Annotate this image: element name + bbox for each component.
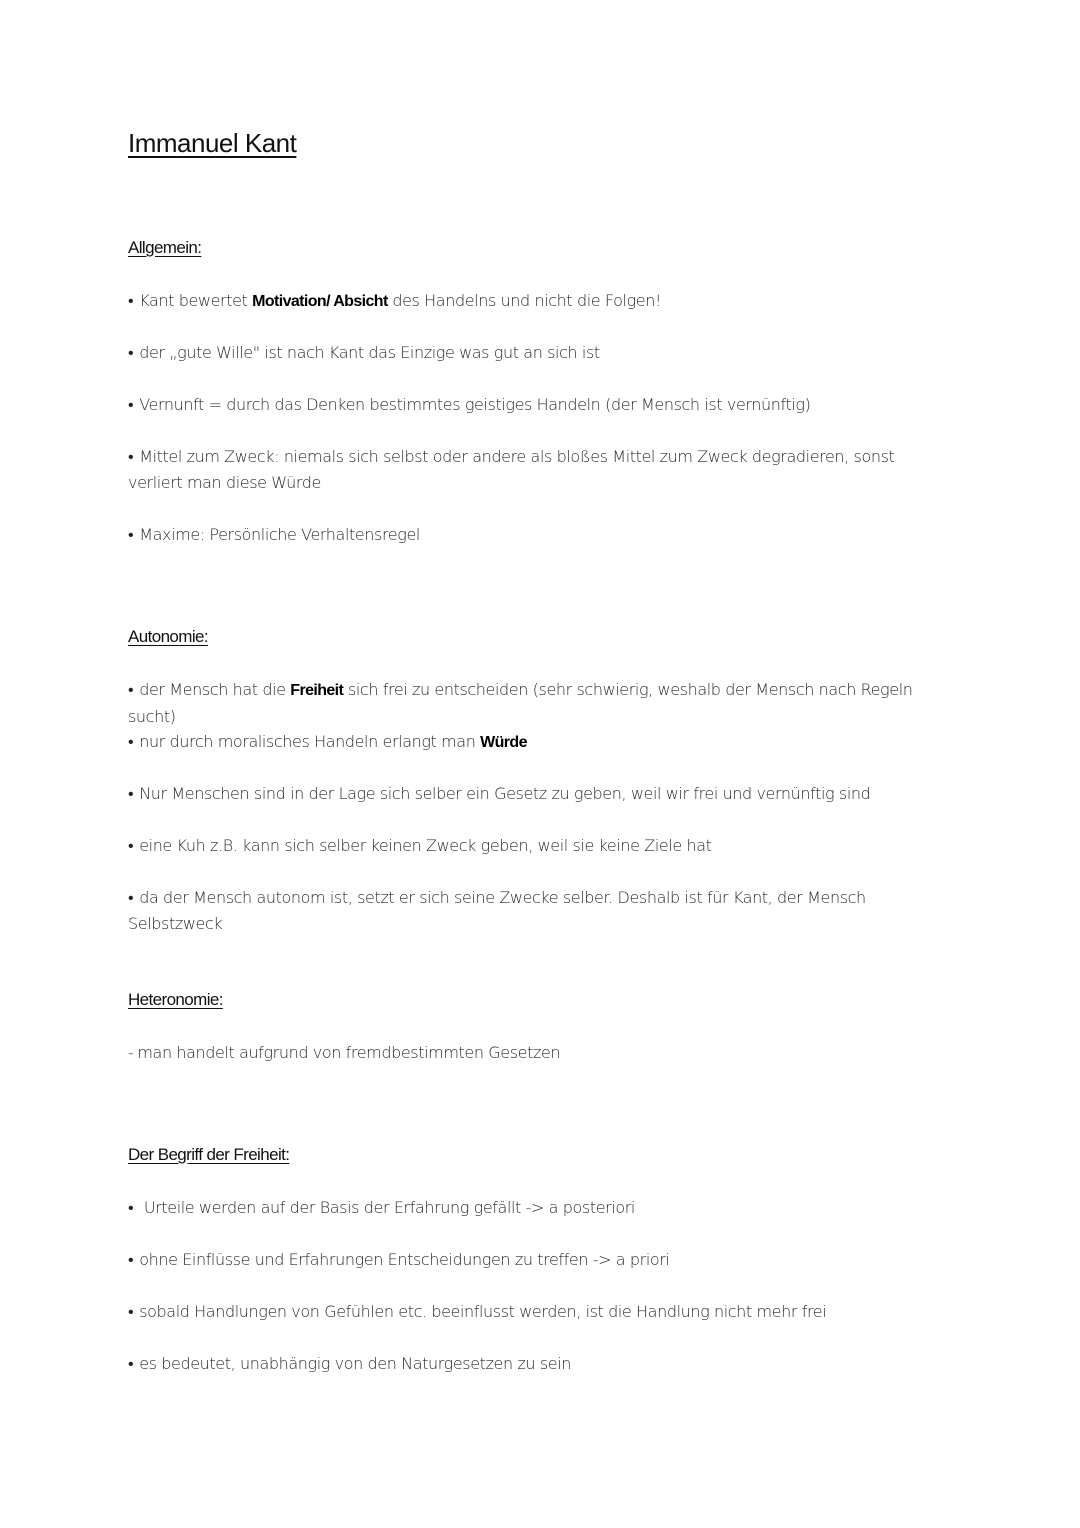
bullet: - [128,1043,134,1062]
bullet: • [128,732,134,751]
freiheit-item-4: • es bedeutet, unabhängig von den Naturgesetzen zu sein [128,1354,571,1373]
heteronomie-item-1: - man handelt aufgrund von fremdbestimmten Gesetzen [128,1043,561,1062]
bullet: • [128,1198,134,1217]
heading-allgemein: Allgemein: [128,238,202,257]
bullet: • [128,447,134,466]
freiheit-item-2: • ohne Einflüsse und Erfahrungen Entscheidungen zu treffen -> a priori [128,1250,670,1269]
bold-term: Motivation/ Absicht [252,293,388,310]
autonomie-item-5: • da der Mensch autonom ist, setzt er sich seine Zwecke selber. Deshalb ist für Kant, der Mensch Selbstzweck [128,888,866,933]
bullet: • [128,395,134,414]
heading-heteronomie: Heteronomie: [128,990,223,1009]
autonomie-item-2: • nur durch moralisches Handeln erlangt man Würde [128,732,527,751]
bullet: • [128,291,134,310]
bullet: • [128,836,134,855]
allgemein-item-3: • Vernunft = durch das Denken bestimmtes geistiges Handeln (der Mensch ist vernünftig) [128,395,811,414]
bullet: • [128,888,134,907]
bold-term: Würde [480,734,527,751]
allgemein-item-2: • der „gute Wille" ist nach Kant das Einzige was gut an sich ist [128,343,600,362]
freiheit-item-3: • sobald Handlungen von Gefühlen etc. beeinflusst werden, ist die Handlung nicht mehr frei [128,1302,827,1321]
freiheit-item-1: • Urteile werden auf der Basis der Erfahrung gefällt -> a posteriori [128,1198,635,1217]
bullet: • [128,1250,134,1269]
bullet: • [128,784,134,803]
bullet: • [128,1302,134,1321]
autonomie-item-4: • eine Kuh z.B. kann sich selber keinen Zweck geben, weil sie keine Ziele hat [128,836,712,855]
allgemein-item-4: • Mittel zum Zweck: niemals sich selbst oder andere als bloßes Mittel zum Zweck degradieren, sonst verliert man diese Würde [128,447,895,492]
bold-term: Freiheit [290,682,344,699]
bullet: • [128,1354,134,1373]
autonomie-item-1: • der Mensch hat die Freiheit sich frei zu entscheiden (sehr schwierig, weshalb der Mensch nach Regeln sucht) [128,680,913,726]
heading-begriff-der-freiheit: Der Begriff der Freiheit: [128,1145,290,1164]
allgemein-item-1: • Kant bewertet Motivation/ Absicht des Handelns und nicht die Folgen! [128,291,661,310]
autonomie-item-3: • Nur Menschen sind in der Lage sich selber ein Gesetz zu geben, weil wir frei und vernünftig sind [128,784,871,803]
bullet: • [128,680,134,699]
allgemein-item-5: • Maxime: Persönliche Verhaltensregel [128,525,420,544]
page-title: Immanuel Kant [128,128,297,158]
bullet: • [128,343,134,362]
bullet: • [128,525,134,544]
heading-autonomie: Autonomie: [128,627,208,646]
